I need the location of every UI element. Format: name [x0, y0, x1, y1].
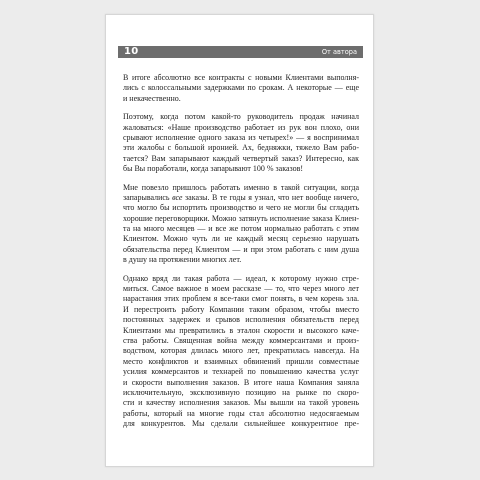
text-line: водством, которая длилась много лет, прекратилась навсегда. На	[123, 346, 359, 356]
text-line: и некачественно.	[123, 93, 181, 103]
paragraph-1	[123, 73, 359, 104]
text-line: место конфликтов и взаимных обвинений пришли совместные	[123, 356, 359, 366]
paragraph-2	[123, 112, 359, 174]
page-body	[123, 73, 359, 438]
text-line: срывают исполнение одного заказа из четырех!» — я воспринимал	[123, 132, 359, 142]
text-line: Клиентом. Можно чуть ли не каждый месяц серьезно нарушать	[123, 234, 359, 244]
text-line: эти жалобы с большой иронией. Ах, бедняжки, тяжело Вам рабо-	[123, 143, 359, 153]
text-line: В итоге абсолютно все контракты с новыми Клиентами выполня-	[123, 73, 359, 82]
text-line: для конкурентов. Мы сделали сильнейшее конкурентное пре-	[123, 419, 359, 429]
paragraph-3	[123, 183, 359, 266]
text-line: Клиентами мы превратились в эталон скорости и высокого каче-	[123, 325, 359, 335]
text-line: работы, который на многие годы стал абсолютно недосягаемым	[123, 408, 359, 418]
page-header-bar	[118, 46, 363, 58]
text-line: Однако вряд ли такая работа — идеал, к которому нужно стре-	[123, 273, 359, 283]
text-line: что могло бы испортить производство и чего не могли бы сгладить	[123, 203, 359, 213]
text-line: хорошие переговорщики. Можно затянуть исполнение заказа Клиен-	[123, 213, 359, 223]
text-line: усилия коммерсантов и технарей по повышению качества услуг	[123, 367, 359, 377]
emphasis-text: все	[172, 192, 183, 202]
text-line: и скорости выполнения заказов. В итоге наша Компания заняла	[123, 377, 359, 387]
text-line: И перестроить работу Компании таким образом, чтобы вместо	[123, 304, 359, 314]
text-line: лись с колоссальными задержками по срокам. А некоторые — еще	[123, 83, 359, 93]
text-line: Поэтому, когда потом какой-то руководитель продаж начинал	[123, 112, 359, 122]
running-head: От автора	[321, 48, 357, 56]
text-line: постоянных задержек и срывов исполнения обязательств перед	[123, 315, 359, 325]
text-line: сти и качеству исполнения заказов. Мы вышли на такой уровень	[123, 398, 359, 408]
text-line: нарастания этих проблем я все-таки смог понять, в чем корень зла.	[123, 294, 359, 304]
text-line: обязательства перед Клиентом — и при этом работать с ним душа	[123, 244, 359, 254]
text-line: миться. Самое важное в моем рассказе — то, что через много лет	[123, 284, 359, 294]
text-line: исключительную, эксклюзивную позицию на рынке по скоро-	[123, 387, 359, 397]
text-line: та на много месяцев — и все же потом нормально работать с этим	[123, 224, 359, 234]
text-line: в душу на протяжении многих лет.	[123, 255, 242, 265]
page-number: 10	[124, 46, 139, 57]
text-line: бы Вы поработали, когда запарывают 100 % заказов!	[123, 164, 304, 174]
text-line: ства работы. Священная война между коммерсантами и произ-	[123, 335, 359, 345]
text-line: Мне повезло пришлось работать именно в такой ситуации, когда	[123, 182, 359, 192]
paragraph-4	[123, 274, 359, 430]
book-page	[105, 14, 374, 467]
text-line: запарывались все заказы. В те годы я узнал, что нет вообще ничего,	[123, 192, 359, 202]
text-line: тается? Вам запарывают каждый четвертый заказ? Интересно, как	[123, 153, 359, 163]
text-line: жаловаться: «Наше производство работает из рук вон плохо, они	[123, 122, 359, 132]
